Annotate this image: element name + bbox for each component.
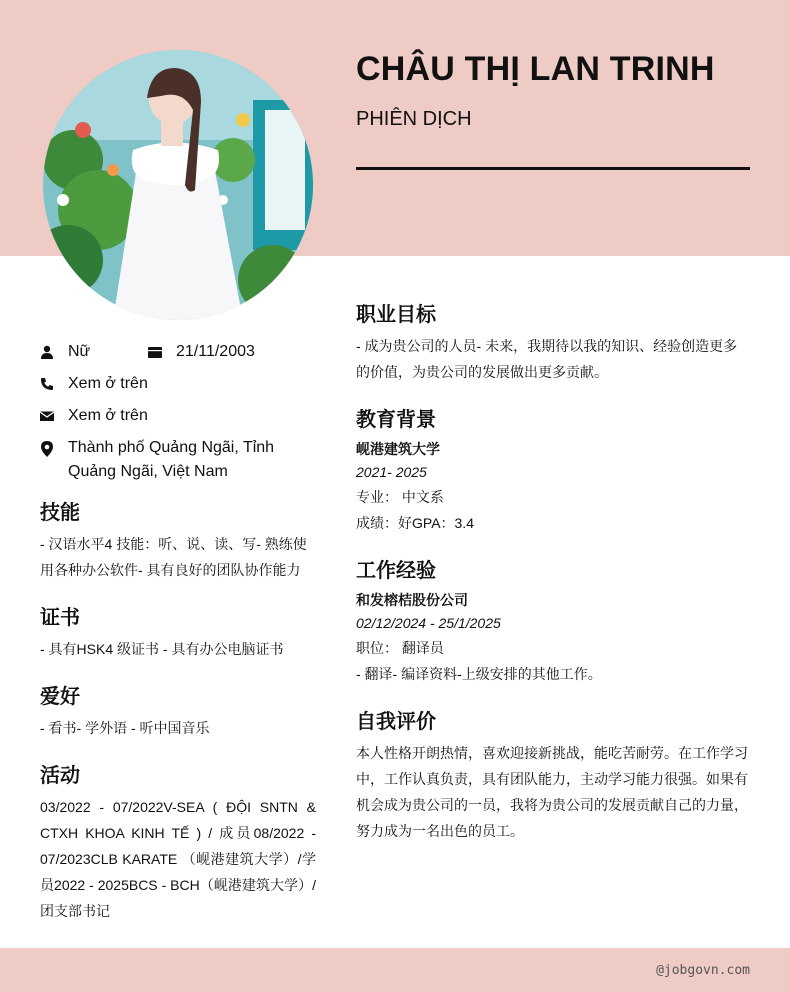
candidate-name: CHÂU THỊ LAN TRINH: [356, 50, 715, 88]
right-column: [356, 298, 750, 862]
hobbies-text: - 看书- 学外语 - 听中国音乐: [40, 720, 210, 736]
experience-period: 02/12/2024 - 25/1/2025: [356, 615, 501, 631]
self-evaluation-heading: 自我评价: [356, 711, 436, 733]
hobbies-section: [40, 680, 316, 741]
certificates-text: - 具有HSK4 级证书 - 具有办公电脑证书: [40, 641, 284, 657]
profile-photo: [43, 50, 313, 320]
contact-phone: [40, 372, 316, 396]
contact-birthdate: [148, 340, 255, 364]
skills-heading: 技能: [40, 502, 80, 524]
education-grade: 成绩：好GPA：3.4: [356, 515, 474, 531]
header-divider: [356, 167, 750, 170]
self-evaluation-text: 本人性格开朗热情，喜欢迎接新挑战，能吃苦耐劳。在工作学习中，工作认真负责，具有团队能力，主动学习能力很强。如果有机会成为贵公司的一员，我将为贵公司的发展贡献自己的力量，努力成为一名出色的员工。: [356, 745, 748, 839]
contact-email: [40, 404, 316, 428]
objective-text: - 成为贵公司的人员- 未来，我期待以我的知识、经验创造更多的价值，为贵公司的发展做出更多贡献。: [356, 338, 738, 380]
person-icon: [40, 345, 54, 359]
contact-address: [40, 436, 316, 484]
self-evaluation-section: [356, 705, 750, 844]
experience-duties: - 翻译- 编译资料-上级安排的其他工作。: [356, 666, 602, 682]
skills-text: - 汉语水平4 技能：听、说、读、写- 熟练使用各种办公软件- 具有良好的团队协作能力: [40, 536, 307, 578]
email-text: Xem ở trên: [68, 407, 148, 424]
objective-section: [356, 298, 750, 385]
address-text: Thành phố Quảng Ngãi, Tỉnh Quảng Ngãi, Việt Nam: [68, 439, 275, 480]
school-name: 岘港建筑大学: [356, 441, 440, 457]
experience-heading: 工作经验: [356, 560, 436, 582]
certificates-section: [40, 601, 316, 662]
calendar-icon: [148, 345, 162, 359]
phone-icon: [40, 377, 54, 391]
skills-section: [40, 496, 316, 583]
location-pin-icon: [40, 441, 54, 455]
experience-position: 职位： 翻译员: [356, 640, 444, 656]
gender-text: Nữ: [68, 343, 91, 360]
phone-text: Xem ở trên: [68, 375, 148, 392]
activities-section: [40, 759, 316, 924]
activities-heading: 活动: [40, 765, 80, 787]
footer-brand: @jobgovn.com: [656, 963, 750, 978]
left-column: [40, 340, 316, 924]
activities-text: 03/2022 - 07/2022V-SEA ( ĐỘI SNTN & CTXH KHOA KINH TẾ ) / 成员08/2022 - 07/2023CLB KARATE （岘港建筑大学）/学员2022 - 2025BCS - BCH（岘港建筑大学）/ 团支部书记: [40, 799, 316, 919]
hobbies-heading: 爱好: [40, 686, 80, 708]
education-section: [356, 403, 750, 536]
birthdate-text: 21/11/2003: [176, 343, 255, 360]
job-title: PHIÊN DỊCH: [356, 108, 472, 130]
education-major: 专业： 中文系: [356, 489, 444, 505]
contact-gender: [40, 340, 148, 364]
contact-gender-birthdate: [40, 340, 316, 364]
experience-section: [356, 554, 750, 687]
education-period: 2021- 2025: [356, 464, 427, 480]
education-heading: 教育背景: [356, 409, 436, 431]
envelope-icon: [40, 409, 54, 423]
objective-heading: 职业目标: [356, 304, 436, 326]
certificates-heading: 证书: [40, 607, 80, 629]
company-name: 和发榕桔股份公司: [356, 592, 468, 608]
